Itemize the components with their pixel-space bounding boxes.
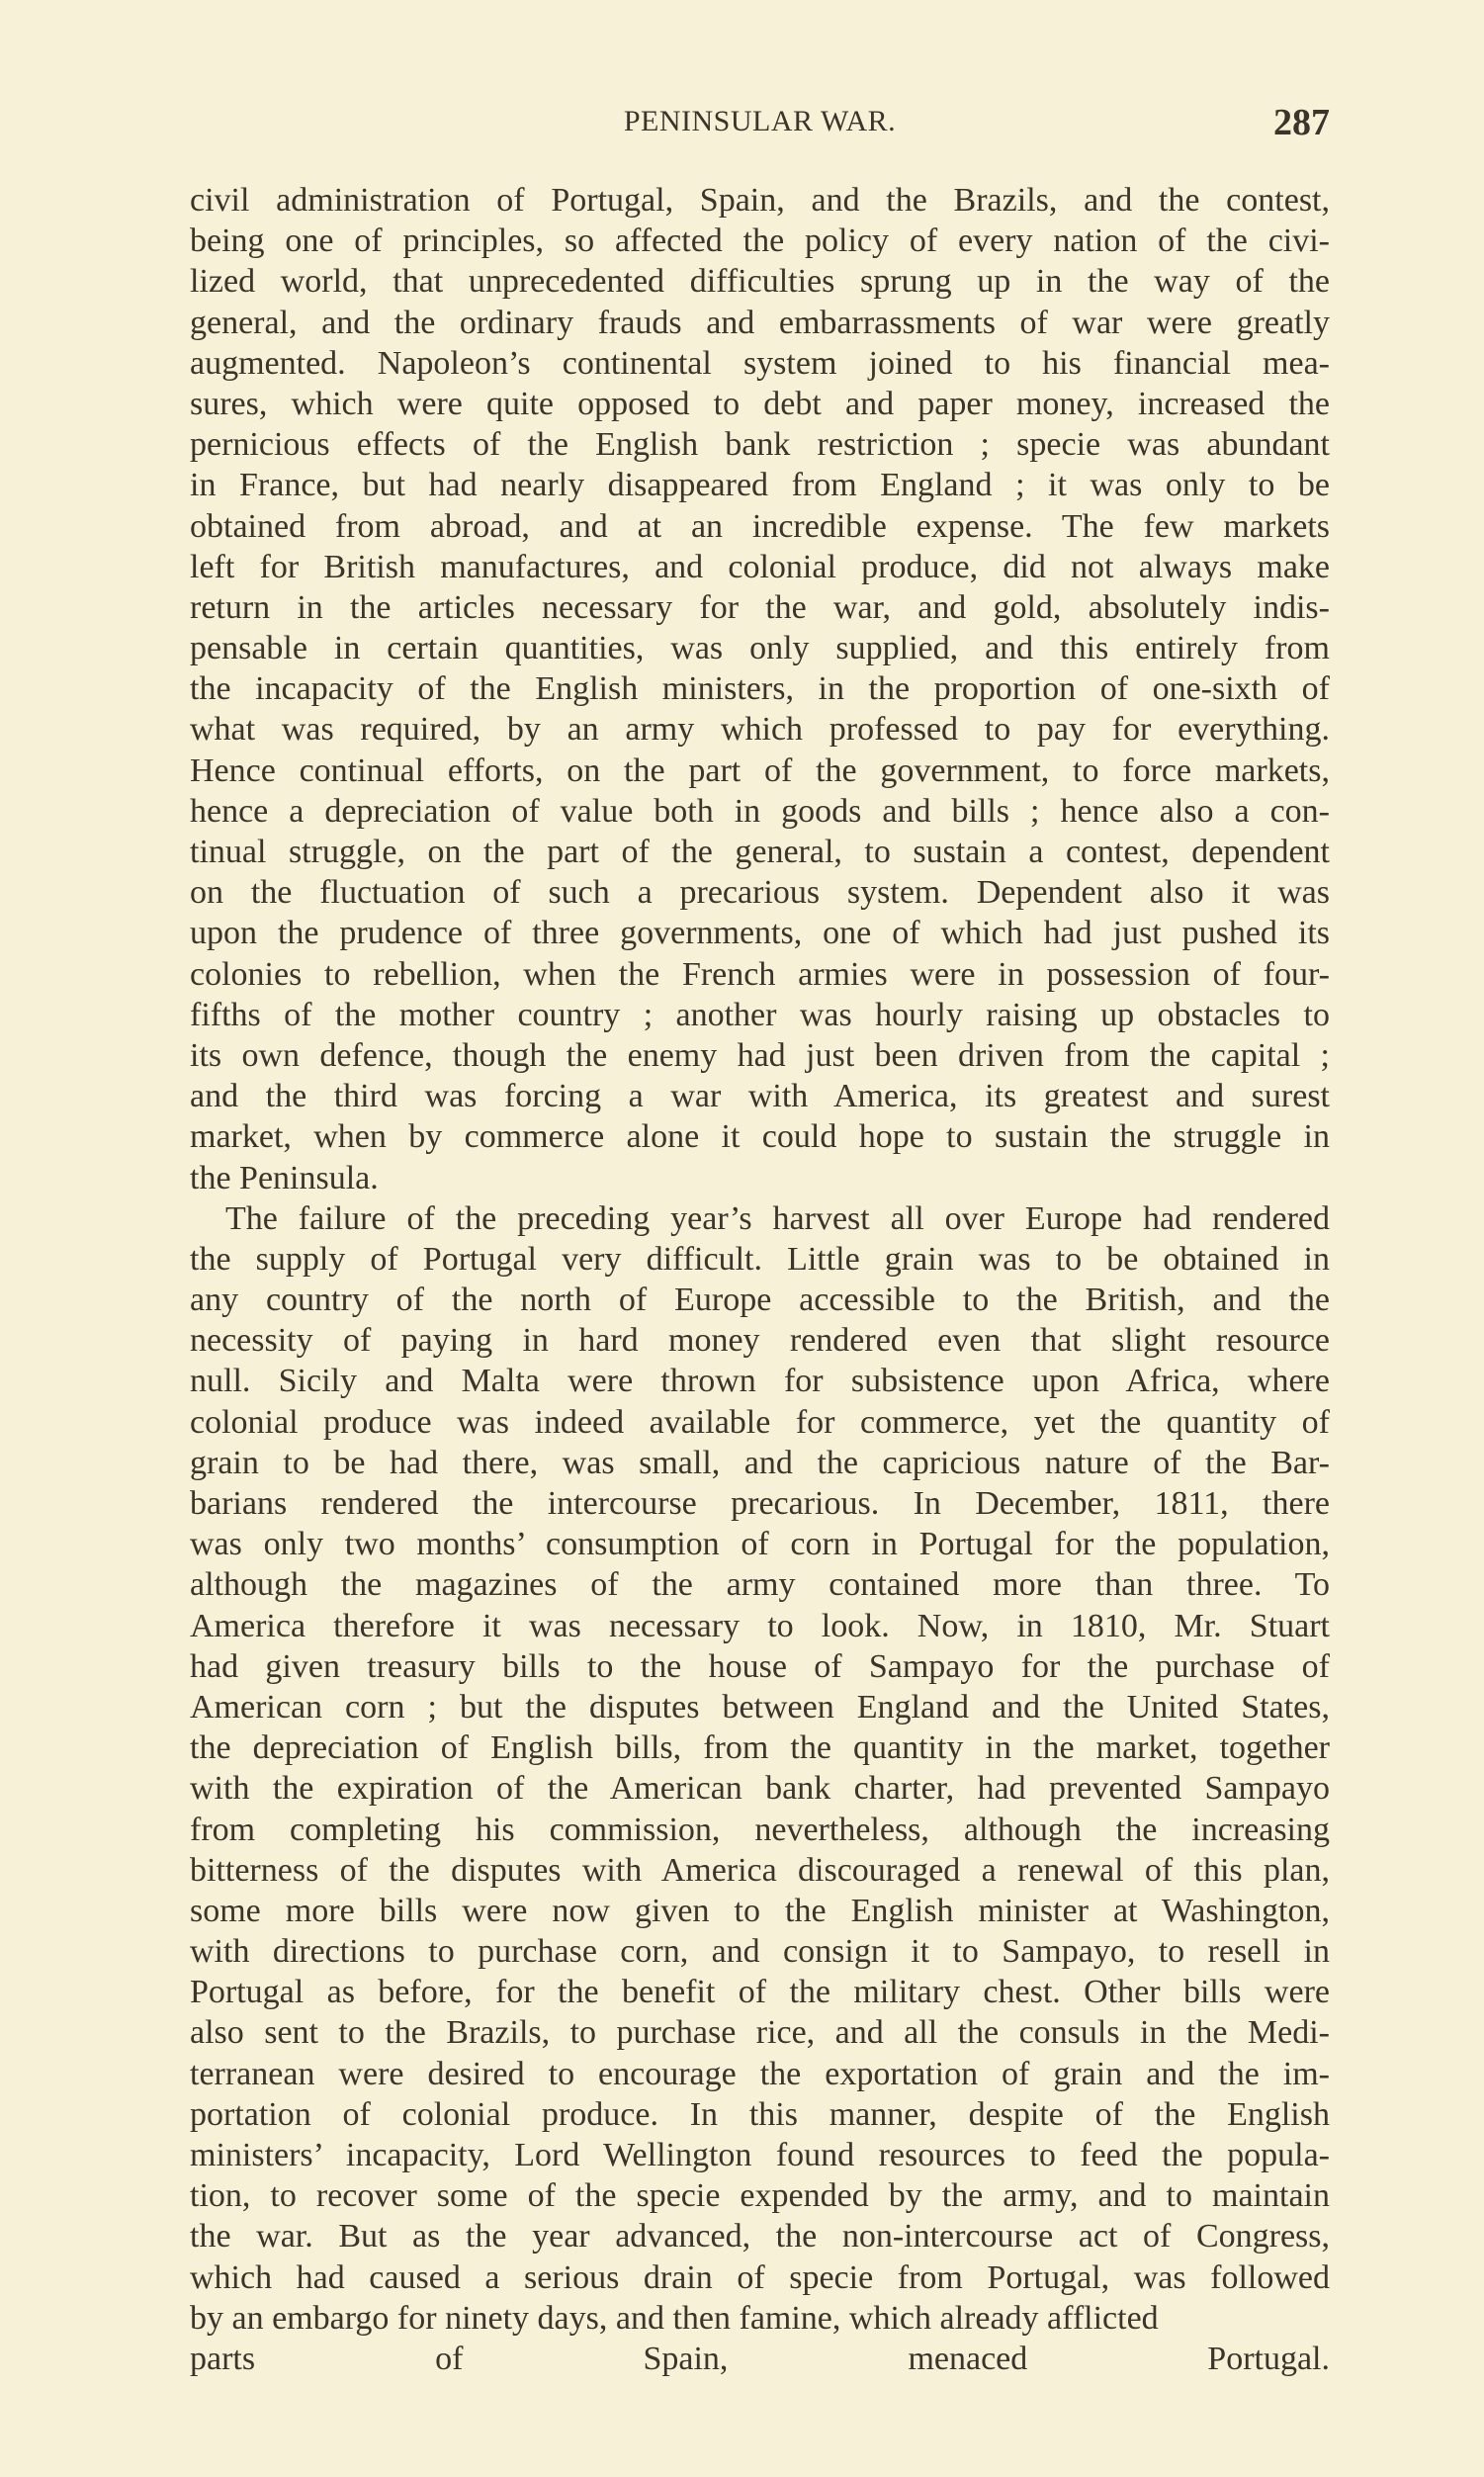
- text-line: sures, which were quite opposed to debt and paper money, increased the: [190, 385, 1330, 422]
- text-line: upon the prudence of three governments, one of which had just pushed its: [190, 915, 1330, 952]
- text-line: The failure of the preceding year’s harvest all over Europe had rendered: [225, 1199, 1330, 1237]
- text-line: lized world, that unprecedented difficulties sprung up in the way of the: [190, 263, 1330, 301]
- text-line: bitterness of the disputes with America discouraged a renewal of this plan,: [190, 1851, 1330, 1889]
- text-line: had given treasury bills to the house of Sampayo for the purchase of: [190, 1647, 1330, 1685]
- text-line: with directions to purchase corn, and consign it to Sampayo, to resell in: [190, 1933, 1330, 1971]
- text-line: necessity of paying in hard money rendered even that slight resource: [190, 1322, 1330, 1360]
- text-line: barians rendered the intercourse precarious. In December, 1811, there: [190, 1485, 1330, 1522]
- text-line: tion, to recover some of the specie expended by the army, and to maintain: [190, 2177, 1330, 2215]
- running-head: [190, 102, 1330, 148]
- text-line: American corn ; but the disputes between England and the United States,: [190, 1688, 1330, 1725]
- running-head-title: PENINSULAR WAR.: [623, 105, 897, 137]
- text-line: on the fluctuation of such a precarious system. Dependent also it was: [190, 874, 1330, 912]
- text-line: colonial produce was indeed available for commerce, yet the quantity of: [190, 1403, 1330, 1441]
- body-text: [190, 180, 1330, 2379]
- text-line: the supply of Portugal very difficult. Little grain was to be obtained in: [190, 1240, 1330, 1278]
- text-line: and the third was forcing a war with America, its greatest and surest: [190, 1078, 1330, 1115]
- text-line: general, and the ordinary frauds and embarrassments of war were greatly: [190, 304, 1330, 341]
- text-line: although the magazines of the army contained more than three. To: [190, 1566, 1330, 1604]
- text-line: the war. But as the year advanced, the non-intercourse act of Congress,: [190, 2218, 1330, 2256]
- text-line: the incapacity of the English ministers, in the proportion of one-sixth of: [190, 670, 1330, 708]
- text-line: some more bills were now given to the English minister at Washington,: [190, 1892, 1330, 1929]
- text-line: pensable in certain quantities, was only supplied, and this entirely from: [190, 630, 1330, 667]
- text-line: pernicious effects of the English bank restriction ; specie was abundant: [190, 426, 1330, 464]
- text-line: civil administration of Portugal, Spain, and the Brazils, and the contest,: [190, 182, 1330, 219]
- text-line: fifths of the mother country ; another was hourly raising up obstacles to: [190, 996, 1330, 1033]
- text-line: America therefore it was necessary to look. Now, in 1810, Mr. Stuart: [190, 1607, 1330, 1644]
- text-line: the Peninsula.: [190, 1159, 379, 1196]
- page-number: 287: [1273, 102, 1330, 143]
- text-line: Portugal as before, for the benefit of the military chest. Other bills were: [190, 1974, 1330, 2011]
- text-line: was only two months’ consumption of corn in Portugal for the population,: [190, 1526, 1330, 1563]
- text-line: tinual struggle, on the part of the general, to sustain a contest, dependent: [190, 834, 1330, 870]
- text-line: terranean were desired to encourage the exportation of grain and the im-: [190, 2055, 1330, 2092]
- text-line: the depreciation of English bills, from the quantity in the market, together: [190, 1729, 1330, 1767]
- text-line: market, when by commerce alone it could hope to sustain the struggle in: [190, 1118, 1330, 1156]
- text-line: left for British manufactures, and colonial produce, did not always make: [190, 548, 1330, 585]
- text-line: colonies to rebellion, when the French armies were in possession of four-: [190, 955, 1330, 993]
- text-line: ministers’ incapacity, Lord Wellington found resources to feed the popula-: [190, 2137, 1330, 2173]
- text-line: also sent to the Brazils, to purchase rice, and all the consuls in the Medi-: [190, 2014, 1330, 2052]
- text-line: being one of principles, so affected the policy of every nation of the civi-: [190, 222, 1330, 260]
- text-line: augmented. Napoleon’s continental system joined to his financial mea-: [190, 344, 1330, 382]
- text-line: what was required, by an army which professed to pay for everything.: [190, 711, 1330, 749]
- text-line: hence a depreciation of value both in goods and bills ; hence also a con-: [190, 792, 1330, 830]
- text-line: grain to be had there, was small, and the capricious nature of the Bar-: [190, 1444, 1330, 1481]
- text-line: by an embargo for ninety days, and then famine, which already afflicted: [190, 2299, 1159, 2337]
- text-line: return in the articles necessary for the war, and gold, absolutely indis-: [190, 588, 1330, 626]
- text-line: in France, but had nearly disappeared from England ; it was only to be: [190, 467, 1330, 504]
- text-line: from completing his commission, nevertheless, although the increasing: [190, 1811, 1330, 1848]
- text-line: with the expiration of the American bank charter, had prevented Sampayo: [190, 1770, 1330, 1808]
- text-line: obtained from abroad, and at an incredible expense. The few markets: [190, 507, 1330, 545]
- text-line: null. Sicily and Malta were thrown for subsistence upon Africa, where: [190, 1363, 1330, 1400]
- text-line: its own defence, though the enemy had just been driven from the capital ;: [190, 1036, 1330, 1074]
- text-line: which had caused a serious drain of specie from Portugal, was followed: [190, 2258, 1330, 2296]
- text-line: portation of colonial produce. In this manner, despite of the English: [190, 2095, 1330, 2133]
- text-line: Hence continual efforts, on the part of the government, to force markets,: [190, 752, 1330, 789]
- text-line: parts of Spain, menaced Portugal.: [190, 2340, 1330, 2377]
- text-line: any country of the north of Europe accessible to the British, and the: [190, 1282, 1330, 1319]
